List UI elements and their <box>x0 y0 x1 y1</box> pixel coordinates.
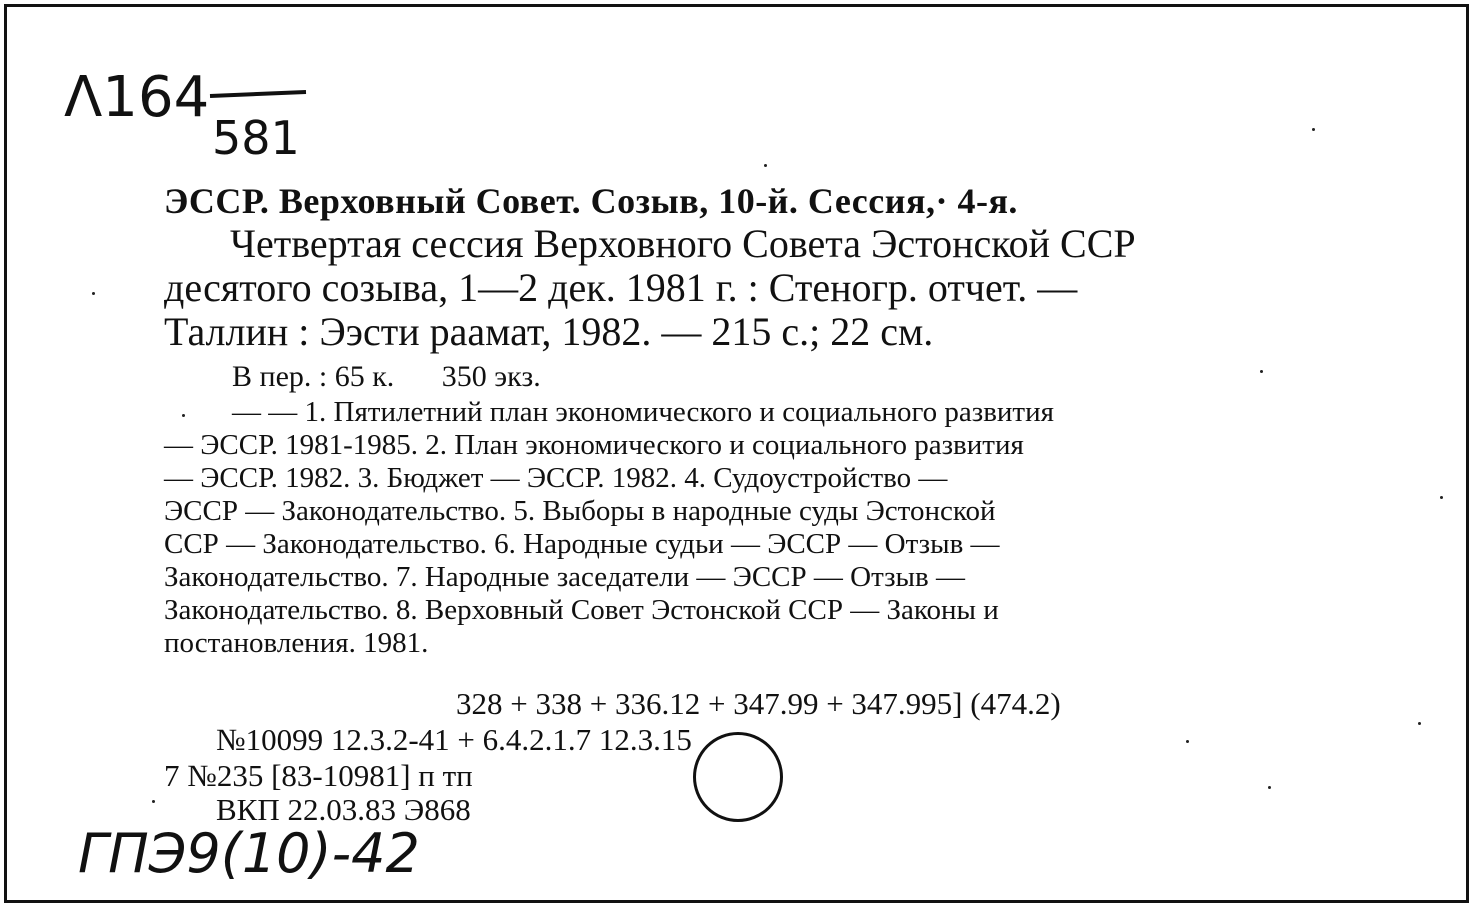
subject-line: — ЭССР. 1981-1985. 2. План экономического и социального развития <box>164 429 1024 461</box>
subject-line: Законодательство. 7. Народные заседатели — ЭССР — Отзыв — <box>164 561 965 593</box>
subject-line: Законодательство. 8. Верховный Совет Эстонской ССР — Законы и <box>164 594 999 626</box>
bottom-note: ГПЭ9(10)-42 <box>78 822 420 885</box>
subject-line: — ЭССР. 1982. 3. Бюджет — ЭССР. 1982. 4. Судоустройство — <box>164 462 948 494</box>
scan-speck <box>764 164 767 167</box>
shelfmark-top: Λ164 <box>64 65 210 130</box>
classification-line: 328 + 338 + 336.12 + 347.99 + 347.995] (474.2) <box>456 686 1061 721</box>
title-line: десятого созыва, 1—2 дек. 1981 г. : Стеногр. отчет. — <box>164 265 1078 310</box>
circle-mark <box>693 732 783 822</box>
card-heading: ЭССР. Верховный Совет. Созыв, 10-й. Сессия,· 4-я. <box>164 181 1018 221</box>
order-line: 7 №235 [83-10981] п тп <box>164 758 473 793</box>
subject-line: ССР — Законодательство. 6. Народные судьи — ЭССР — Отзыв — <box>164 528 1000 560</box>
scan-speck <box>182 414 185 417</box>
scan-speck <box>1186 740 1189 743</box>
scan-speck <box>1260 370 1263 373</box>
subject-headings <box>164 396 1330 660</box>
title-line: Четвертая сессия Верховного Совета Эстонской ССР <box>230 221 1136 266</box>
shelfmark-fraction-bar <box>210 92 306 96</box>
subject-line: постановления. 1981. <box>164 627 429 659</box>
scan-speck <box>1418 722 1421 725</box>
scan-speck <box>152 800 155 803</box>
scan-speck <box>1312 128 1315 131</box>
register-line: №10099 12.3.2-41 + 6.4.2.1.7 12.3.15 <box>216 722 692 757</box>
vkp-line: ВКП 22.03.83 Э868 <box>216 792 471 827</box>
print-run: 350 экз. <box>441 360 541 393</box>
title-line: Таллин : Ээсти раамат, 1982. — 215 с.; 22 см. <box>164 309 934 354</box>
scan-speck <box>1440 496 1443 499</box>
shelfmark-bottom: 581 <box>212 111 300 165</box>
scan-speck <box>1268 786 1271 789</box>
subject-line: — — 1. Пятилетний план экономического и социального развития <box>232 396 1054 428</box>
title-block <box>164 222 1344 354</box>
shelfmark-handwritten <box>60 56 320 166</box>
scan-speck <box>92 292 95 295</box>
bottom-note-handwritten <box>78 810 538 890</box>
price-line <box>232 360 541 394</box>
subject-line: ЭССР — Законодательство. 5. Выборы в народные суды Эстонской <box>164 495 996 527</box>
binding-price: В пер. : 65 к. <box>232 360 395 393</box>
